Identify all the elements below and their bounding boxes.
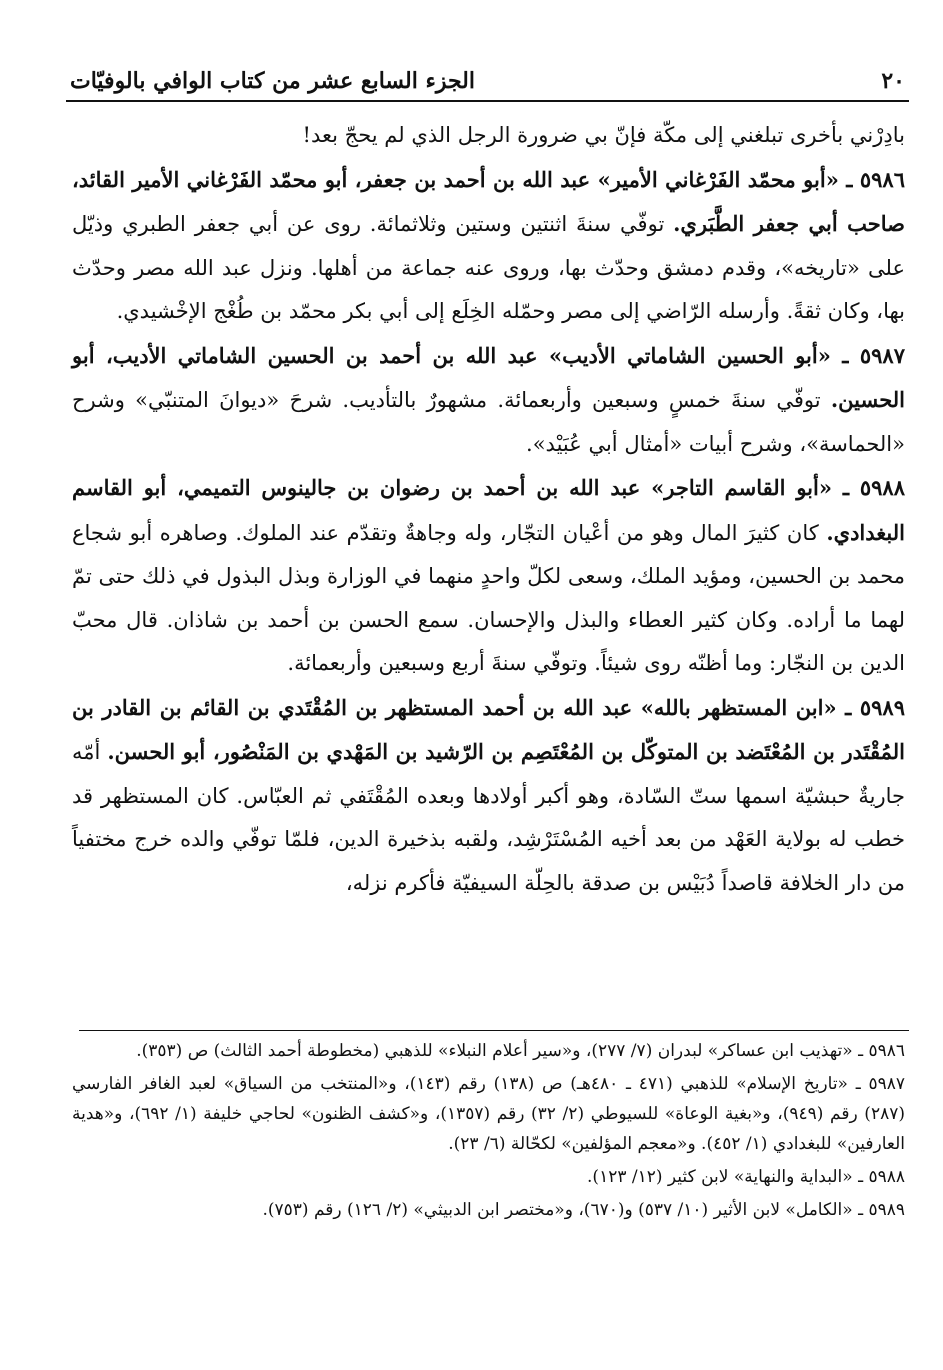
footnote-5988 xyxy=(72,1162,905,1192)
footnotes xyxy=(72,1036,905,1228)
main-text xyxy=(72,114,905,905)
footnote-text: «تاريخ الإسلام» للذهبي (٤٧١ ـ ٤٨٠هـ) ص (١٣٨) رقم (١٤٣)، و«المنتخب من السياق» لعبد الغافر الفارسي (٢٨٧) رقم (٩٤٩)، و«بغية الوعاة» للسيوطي (٢/ ٣٢) رقم (١٣٥٧)، و«كشف الظنون» لحاجي خليفة (١/ ٦٩٢)، و«هدية العارفين» للبغدادي (١/ ٤٥٢). و«معجم المؤلفين» لكحّالة (٦/ ٢٣). xyxy=(72,1074,905,1154)
entry-text: أمّه جاريةٌ حبشيّة اسمها ستّ السّادة، وهو أكبر أولادها وبعده المُقْتَفي ثم العبّاس. كان المستظهر قد خطب له بولاية العَهْد من بعد أخيه المُسْتَرْشِد، ولقبه بذخيرة الدين، فلمّا توفّي والده خرج مختفياً من دار الخلافة قاصداً دُبَيْس بن صدقة بالحِلّة السيفيّة فأكرم نزله، xyxy=(72,740,905,895)
footnote-number: ٥٩٨٨ ـ xyxy=(858,1167,905,1187)
entry-heading: ٥٩٨٧ ـ «أبو الحسين الشاماتي الأديب» عبد الله بن أحمد بن الحسين الشاماتي الأديب، أبو الحسين. xyxy=(72,342,905,412)
running-title: الجزء السابع عشر من كتاب الوافي بالوفيّات xyxy=(70,68,475,94)
intro-paragraph: بادِرْني بأخرى تبلغني إلى مكّة فإنّ بي ضرورة الرجل الذي لم يحجّ بعد! xyxy=(302,123,905,147)
footnote-rule xyxy=(79,1030,909,1031)
entry-5987 xyxy=(72,334,905,467)
entry-heading: ٥٩٨٦ ـ «أبو محمّد الفَرْغاني الأمير» عبد الله بن أحمد بن جعفر، أبو محمّد الفَرْغاني الأمير القائد، صاحب أبي جعفر الطَّبَري. xyxy=(72,166,905,236)
footnote-text: «الكامل» لابن الأثير (١٠/ ٥٣٧) و(٦٧٠)، و«مختصر ابن الدبيثي» (٢/ ١٢٦) رقم (٧٥٣). xyxy=(262,1200,853,1220)
entry-5988 xyxy=(72,466,905,686)
footnote-5987 xyxy=(72,1069,905,1159)
entry-heading: ٥٩٨٩ ـ «ابن المستظهر بالله» عبد الله بن أحمد المستظهر بن المُقْتَدي بن القائم بن القادر بن المُقْتَدر بن المُعْتَضد بن المتوكّل بن المُعْتَصِم بن الرّشيد بن المَهْدي بن المَنْصُور، أبو الحسن. xyxy=(72,694,905,764)
page-number: ٢٠ xyxy=(881,68,905,94)
footnote-text: «تهذيب ابن عساكر» لبدران (٧/ ٢٧٧)، و«سير أعلام النبلاء» للذهبي (مخطوطة أحمد الثالث) ص (٣٥٣). xyxy=(136,1041,853,1061)
footnote-text: «البداية والنهاية» لابن كثير (١٢/ ١٢٣). xyxy=(587,1167,853,1187)
entry-heading: ٥٩٨٨ ـ «أبو القاسم التاجر» عبد الله بن أحمد بن رضوان بن جالينوس التميمي، أبو القاسم البغدادي. xyxy=(72,475,905,545)
page-header xyxy=(70,52,905,94)
footnote-5989 xyxy=(72,1195,905,1225)
entry-5986 xyxy=(72,158,905,334)
footnote-number: ٥٩٨٧ ـ xyxy=(855,1074,905,1094)
header-rule xyxy=(66,100,909,102)
footnote-5986 xyxy=(72,1036,905,1066)
entry-text: كان كثيرَ المال وهو من أعْيان التجّار، وله وجاهةٌ وتقدّم عند الملوك. وصاهره أبو شجاع محمد بن الحسين، ومؤيد الملك، وسعى لكلّ واحدٍ منهما في الوزارة وبذل البذول في ذلك حتى تمّ لهما ما أراده. وكان كثير العطاء والبذل والإحسان. سمع الحسن بن أحمد بن شاذان. قال محبّ الدين بن النجّار: وما أظنّه روى شيئاً. وتوفّي سنةَ أربع وسبعين وأربعمائة. xyxy=(72,520,905,675)
footnote-number: ٥٩٨٩ ـ xyxy=(858,1200,905,1220)
footnote-number: ٥٩٨٦ ـ xyxy=(858,1041,905,1061)
entry-text: توفّي سنةَ خمسٍ وسبعين وأربعمائة. مشهورٌ بالتأديب. شرحَ «ديوانَ المتنبّي» وشرح «الحماسة»، وشرح أبيات «أمثال أبي عُبَيْد». xyxy=(72,388,905,456)
entry-text: توفّي سنةَ اثنتين وستين وثلاثمائة. روى عن أبي جعفر الطبري وذيّل على «تاريخه»، وقدم دمشق وحدّث بها، وروى عنه جماعة من أهلها. ونزل عبد الله مصر وحدّث بها، وكان ثقةً. وأرسله الرّاضي إلى مصر وحمّله الخِلَع إلى أبي بكر محمّد بن طُغْج الإخْشيدي. xyxy=(72,212,905,323)
entry-5989 xyxy=(72,686,905,906)
